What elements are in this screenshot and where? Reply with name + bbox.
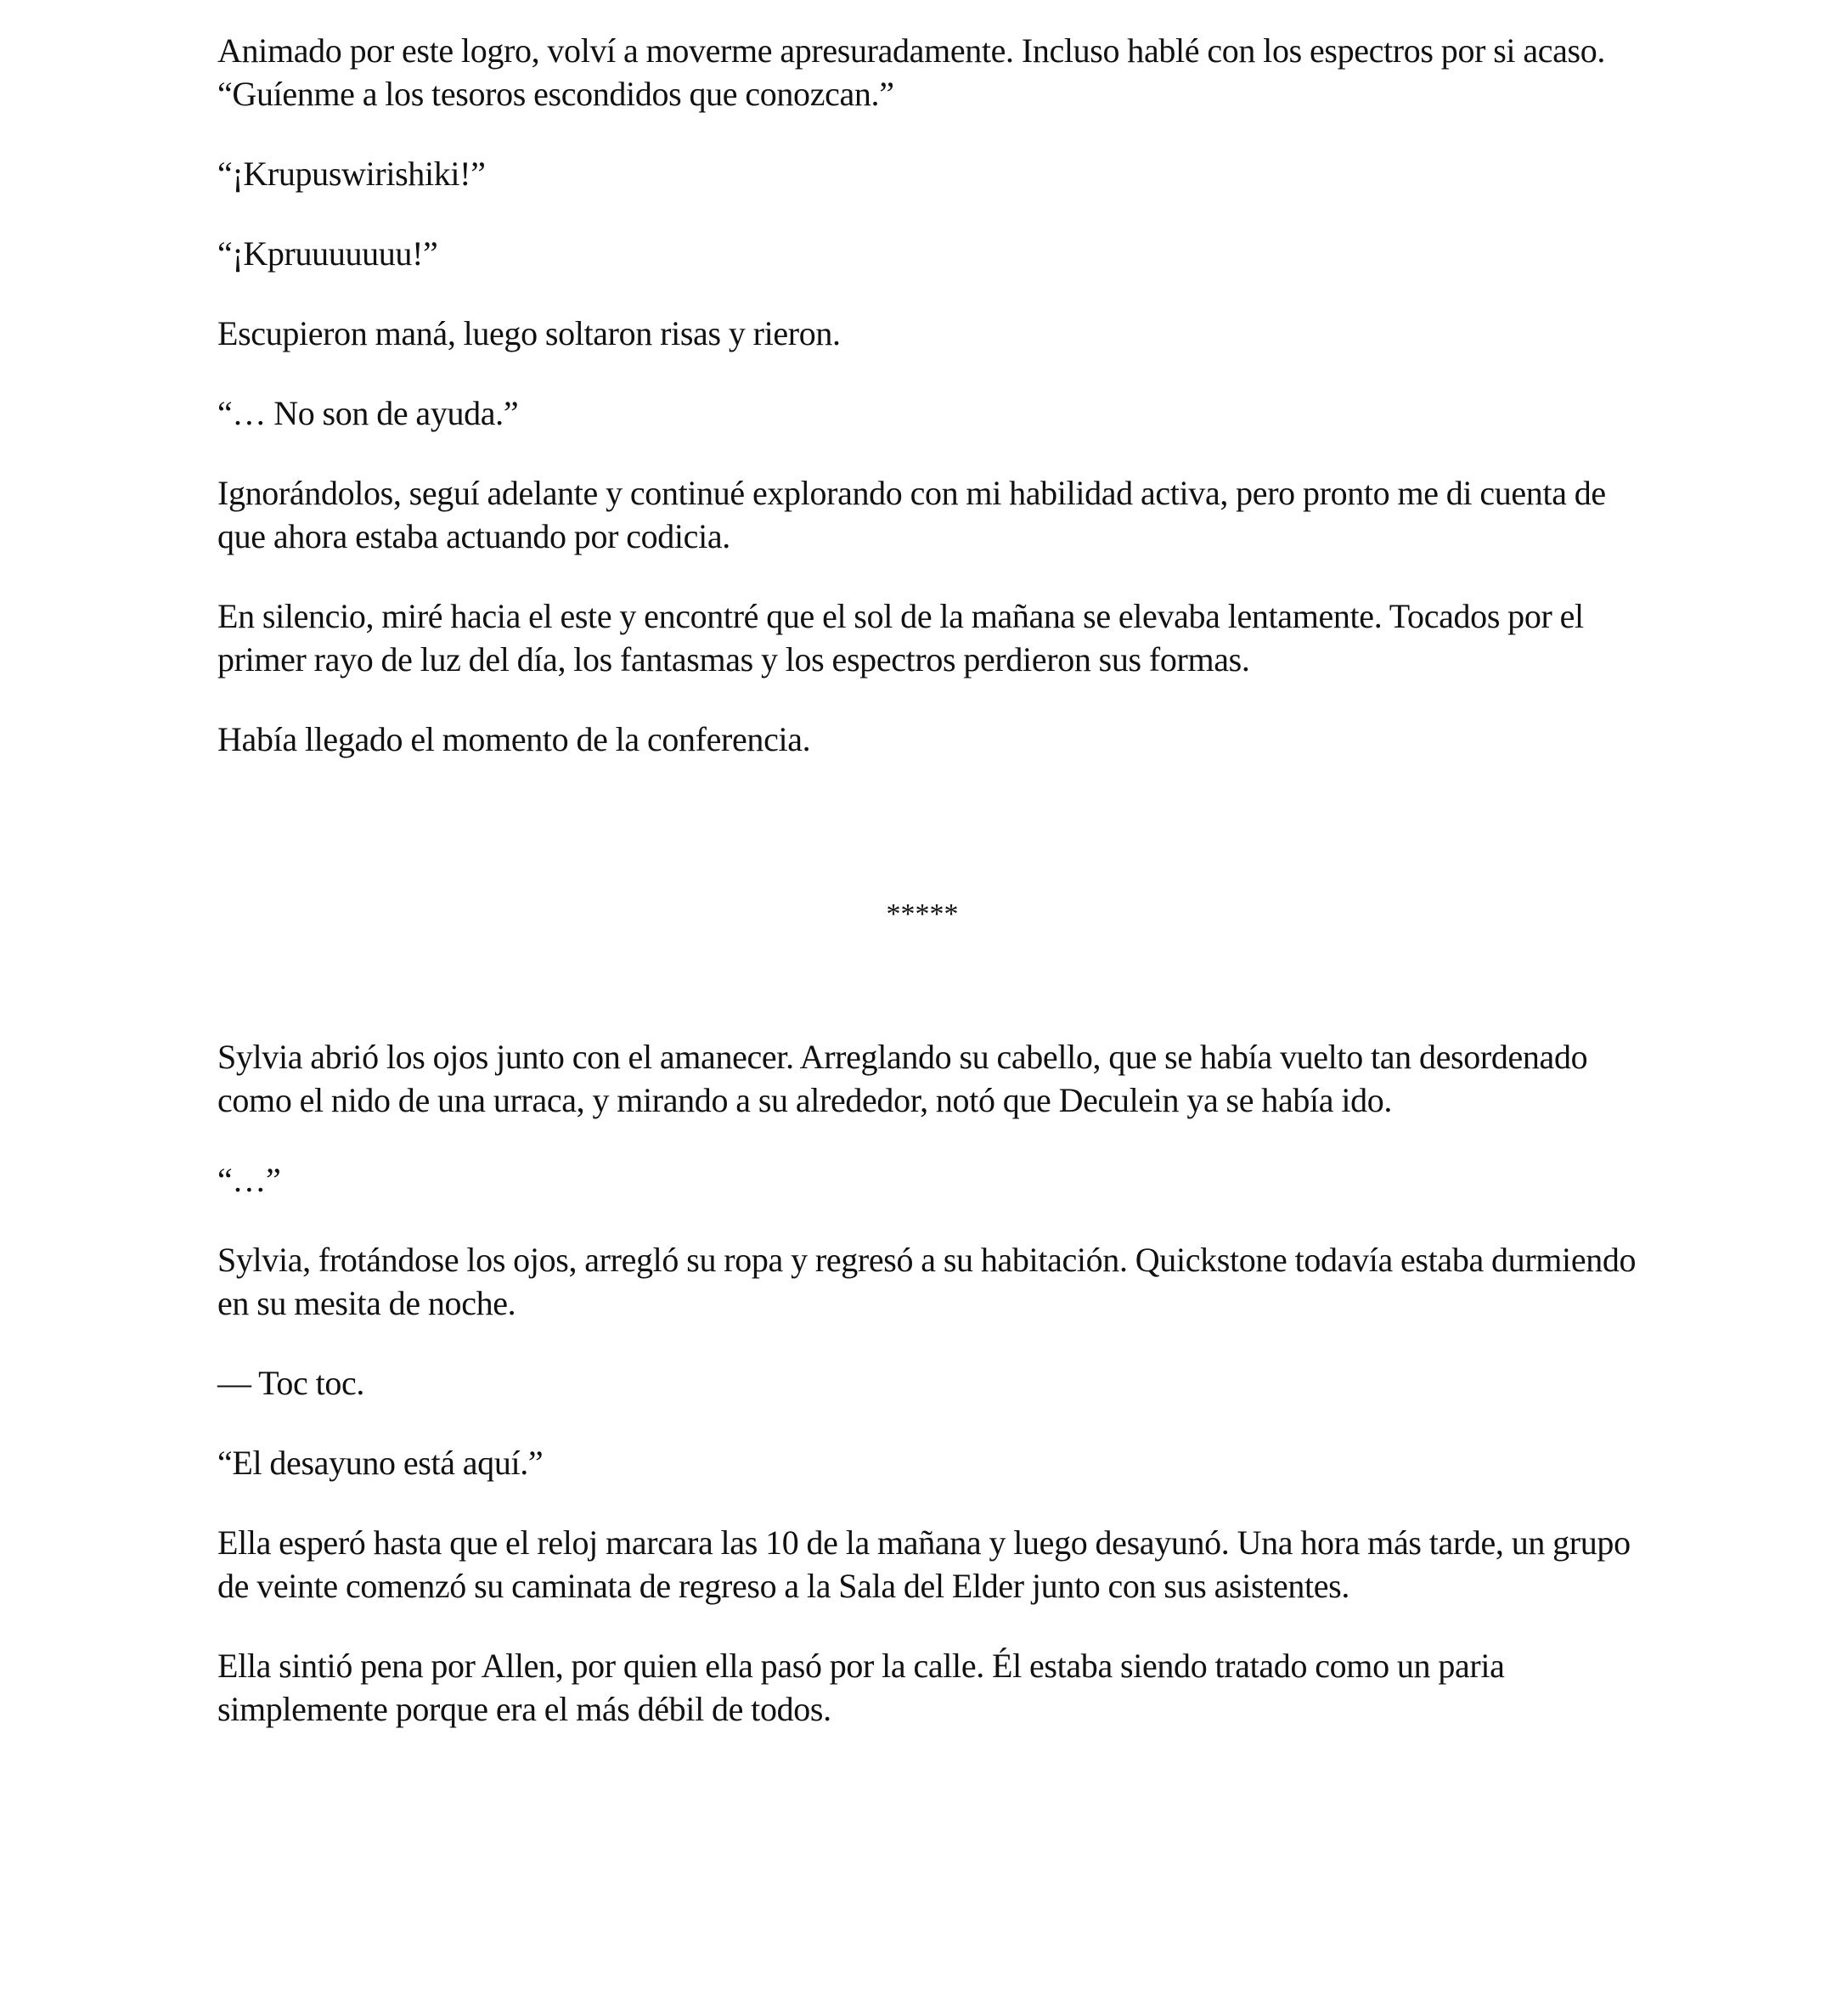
scene-break [217,797,1644,1035]
paragraph: Había llegado el momento de la conferencia. [217,720,811,758]
paragraph: Animado por este logro, volví a moverme apresuradamente. Incluso hablé con los espectros por si acaso. “Guíenme a los tesoros escondidos que conozcan.” [217,31,1606,113]
paragraph: “El desayuno está aquí.” [217,1444,544,1482]
paragraph: Ignorándolos, seguí adelante y continué explorando con mi habilidad activa, pero pronto me di cuenta de que ahora estaba actuando por codicia. [217,474,1606,555]
paragraph: “…” [217,1161,281,1199]
paragraph: Escupieron maná, luego soltaron risas y rieron. [217,314,841,352]
scene-separator: ***** [886,898,959,930]
paragraph: Ella sintió pena por Allen, por quien ella pasó por la calle. Él estaba siendo tratado como un paria simplemente porque era el más débil de todos. [217,1647,1505,1728]
paragraph: Sylvia abrió los ojos junto con el amanecer. Arreglando su cabello, que se había vuelto tan desordenado como el nido de una urraca, y mirando a su alrededor, notó que Deculein ya se había ido. [217,1038,1588,1119]
paragraph: En silencio, miré hacia el este y encontré que el sol de la mañana se elevaba lentamente. Tocados por el primer rayo de luz del día, los fantasmas y los espectros perdieron sus formas. [217,597,1584,679]
paragraph: “¡Krupuswirishiki!” [217,155,486,193]
document-page [217,29,1644,1767]
paragraph: Sylvia, frotándose los ojos, arregló su ropa y regresó a su habitación. Quickstone todavía estaba durmiendo en su mesita de noche. [217,1241,1637,1322]
paragraph: — Toc toc. [217,1364,365,1402]
paragraph: “… No son de ayuda.” [217,394,519,432]
paragraph: “¡Kpruuuuuuu!” [217,234,438,273]
paragraph: Ella esperó hasta que el reloj marcara las 10 de la mañana y luego desayunó. Una hora más tarde, un grupo de veinte comenzó su caminata de regreso a la Sala del Elder junto con sus asistentes. [217,1523,1631,1605]
